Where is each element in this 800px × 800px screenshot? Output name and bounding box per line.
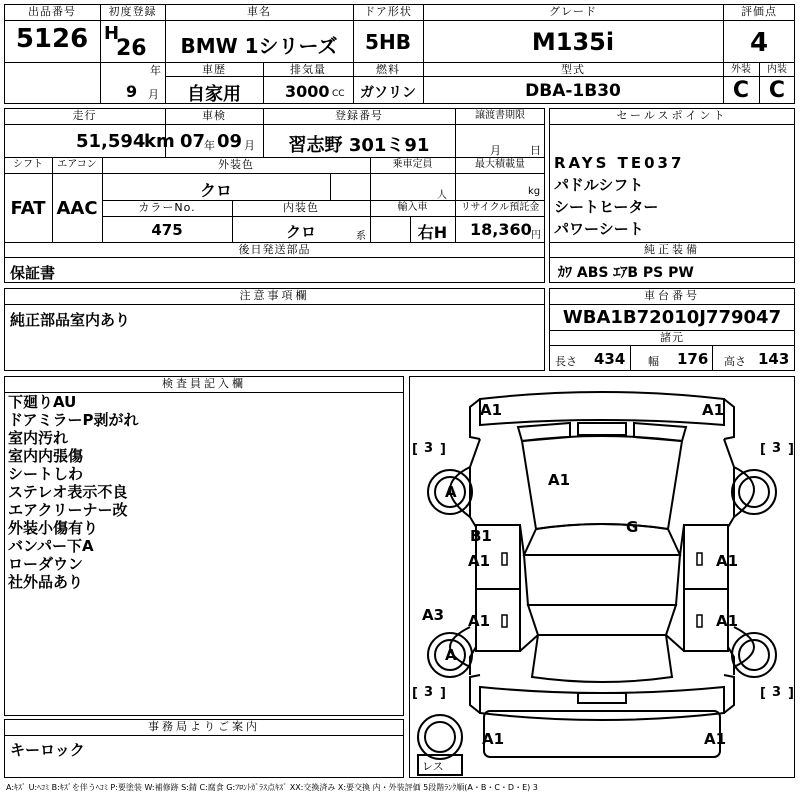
tire-rear-right: 3 — [772, 685, 782, 700]
inspector-label: 検査員記入欄 — [162, 377, 246, 390]
inspector-item: ステレオ表示不良 — [8, 483, 128, 501]
inspector-item: 下廻りAU — [8, 393, 77, 411]
sales-point: パドルシフト — [554, 176, 644, 194]
color-no-label: カラーNo. — [138, 201, 196, 214]
inspection-label: 車検 — [202, 109, 226, 122]
width-label: 幅 — [648, 355, 659, 368]
car-name-label: 車名 — [247, 5, 271, 18]
plate-label: 登録番号 — [335, 109, 383, 122]
svg-text:]: ] — [788, 442, 794, 457]
svg-text:]: ] — [440, 442, 446, 457]
door-label: ドア形状 — [364, 5, 412, 18]
chassis-label: 車台番号 — [644, 289, 700, 302]
shift-label: シフト — [13, 159, 43, 170]
ext-color-label: 外装色 — [218, 158, 254, 171]
mark-wheel-rear-left: A — [445, 646, 457, 664]
shift: FAT — [10, 198, 46, 219]
transfer-label: 譲渡書期限 — [475, 110, 525, 121]
office-note: キーロック — [10, 741, 85, 759]
history-label: 車歴 — [202, 63, 226, 76]
inspector-item: バンパー下A — [8, 537, 94, 555]
fuel: ガソリン — [360, 85, 416, 101]
tire-front-right: 3 — [772, 441, 782, 456]
dims-label: 諸元 — [660, 331, 684, 344]
mileage: 51,594 — [76, 131, 146, 152]
inspector-item: ドアミラーP剥がれ — [8, 411, 139, 429]
length: 434 — [594, 350, 626, 368]
recycle-unit: 円 — [531, 230, 541, 241]
car-body-diagram — [410, 377, 794, 777]
capacity-unit: 人 — [437, 190, 447, 201]
mark-front-right: A1 — [702, 401, 725, 419]
int-color-label: 内装色 — [283, 201, 319, 214]
mileage-unit: km — [144, 131, 175, 152]
model: DBA-1B30 — [525, 81, 621, 101]
later-parts: 保証書 — [10, 264, 56, 282]
mark-hood: A1 — [548, 471, 571, 489]
transfer-month: 月 — [490, 144, 501, 157]
lot-number: 5126 — [15, 24, 89, 54]
model-label: 型式 — [561, 63, 585, 76]
inspector-list — [8, 393, 139, 591]
svg-text:[: [ — [760, 442, 766, 457]
inspection-year: 07 — [180, 131, 206, 152]
svg-text:]: ] — [788, 686, 794, 701]
interior-grade: C — [768, 78, 786, 103]
svg-text:[: [ — [412, 686, 418, 701]
mark-left-front-door: A1 — [468, 552, 491, 570]
era: H — [104, 23, 120, 44]
length-label: 長さ — [555, 355, 577, 368]
mark-left-front-door-b: B1 — [470, 527, 492, 545]
grade: M135i — [531, 28, 615, 56]
score-label: 評価点 — [741, 5, 777, 18]
mark-roof: G — [626, 518, 639, 536]
height: 143 — [758, 350, 790, 368]
ext-color: クロ — [199, 181, 232, 200]
capacity-label: 乗車定員 — [392, 159, 433, 170]
notes-label: 注意事項欄 — [239, 289, 310, 302]
mark-left-rear-door: A1 — [468, 612, 491, 630]
recycle-fee: 18,360 — [470, 220, 532, 239]
inspection-month-unit: 月 — [244, 139, 255, 152]
recycle-label: リサイクル預託金 — [460, 202, 540, 213]
office-label: 事務局よりご案内 — [148, 720, 260, 733]
svg-text:[: [ — [412, 442, 418, 457]
width: 176 — [677, 350, 709, 368]
import-label: 輸入車 — [397, 202, 428, 213]
mark-wheel-front-left: A — [445, 483, 457, 501]
equipment-label: 純正装備 — [644, 243, 700, 256]
plate-number: 習志野 301ミ91 — [288, 135, 430, 156]
equipment: ｶﾜ ABS ｴｱB PS PW — [558, 265, 694, 281]
mileage-label: 走行 — [72, 109, 97, 122]
car-diagram — [409, 376, 795, 778]
max-load-unit: kg — [528, 186, 541, 197]
sales-points-list — [554, 152, 684, 240]
spare-tire-note: レス — [422, 760, 444, 773]
mark-left-quarter: A3 — [422, 606, 445, 624]
later-parts-label: 後日発送部品 — [238, 243, 311, 256]
sales-point: シートヒーター — [554, 198, 659, 216]
inspector-item: 室内汚れ — [8, 429, 69, 447]
inspector-item: 社外品あり — [8, 573, 84, 591]
mark-rear-right: A1 — [704, 730, 727, 748]
max-load-label: 最大積載量 — [475, 159, 525, 170]
inspection-month: 09 — [217, 131, 243, 152]
mark-right-front-door: A1 — [716, 552, 739, 570]
tire-front-left: 3 — [424, 441, 434, 456]
mark-front-left: A1 — [480, 401, 503, 419]
chassis-number: WBA1B72010J779047 — [562, 307, 782, 328]
sales-points-label: セールスポイント — [616, 109, 728, 122]
reg-month: 9 — [126, 82, 138, 101]
sales-point: パワーシート — [554, 220, 644, 238]
handle: 右H — [417, 223, 448, 242]
svg-text:]: ] — [440, 686, 446, 701]
year-unit: 年 — [150, 64, 161, 77]
fuel-label: 燃料 — [376, 63, 400, 76]
inspector-item: ローダウン — [8, 555, 84, 573]
score: 4 — [749, 28, 769, 58]
history: 自家用 — [187, 84, 241, 105]
displacement: 3000 — [285, 82, 330, 101]
color-no: 475 — [151, 221, 183, 239]
inspector-item: シートしわ — [8, 465, 84, 483]
cc-unit: CC — [332, 89, 345, 99]
displacement-label: 排気量 — [290, 63, 326, 76]
int-color: クロ — [285, 223, 316, 241]
notes: 純正部品室内あり — [10, 311, 131, 329]
tire-rear-left: 3 — [424, 685, 434, 700]
mark-right-rear-door: A1 — [716, 612, 739, 630]
interior-label: 内装 — [767, 64, 787, 75]
svg-text:[: [ — [760, 686, 766, 701]
sales-point: RAYS TE037 — [554, 154, 685, 172]
inspection-year-unit: 年 — [204, 139, 215, 152]
inspector-item: エアクリーナー改 — [8, 501, 128, 519]
reg-year: 26 — [116, 36, 147, 61]
first-reg-label: 初度登録 — [108, 5, 157, 18]
car-name: BMW 1シリーズ — [180, 34, 338, 58]
ac-label: エアコン — [57, 159, 97, 170]
transfer-day: 日 — [530, 144, 541, 157]
ac: AAC — [56, 198, 98, 219]
exterior-label: 外装 — [731, 64, 751, 75]
grade-label: グレード — [549, 5, 597, 18]
inspector-item: 外装小傷有り — [8, 519, 99, 537]
month-unit: 月 — [148, 88, 159, 101]
int-color-unit: 系 — [356, 231, 366, 242]
legend: A:ｷｽﾞ U:ﾍｺﾐ B:ｷｽﾞを伴うﾍｺﾐ P:要塗装 W:補修跡 S:錆 C:腐食 G:ﾌﾛﾝﾄｶﾞﾗｽ点ｷｽﾞ XX:交換済み X:要交換 内・外装評価 5段階ﾗﾝｸ順(A・B・C・D・E) 3 — [6, 783, 538, 792]
lot-label: 出品番号 — [28, 5, 76, 18]
exterior-grade: C — [732, 78, 750, 103]
mark-rear-left: A1 — [482, 730, 505, 748]
door-type: 5HB — [365, 30, 411, 54]
inspector-item: 室内内張傷 — [8, 447, 84, 465]
height-label: 高さ — [724, 355, 746, 368]
